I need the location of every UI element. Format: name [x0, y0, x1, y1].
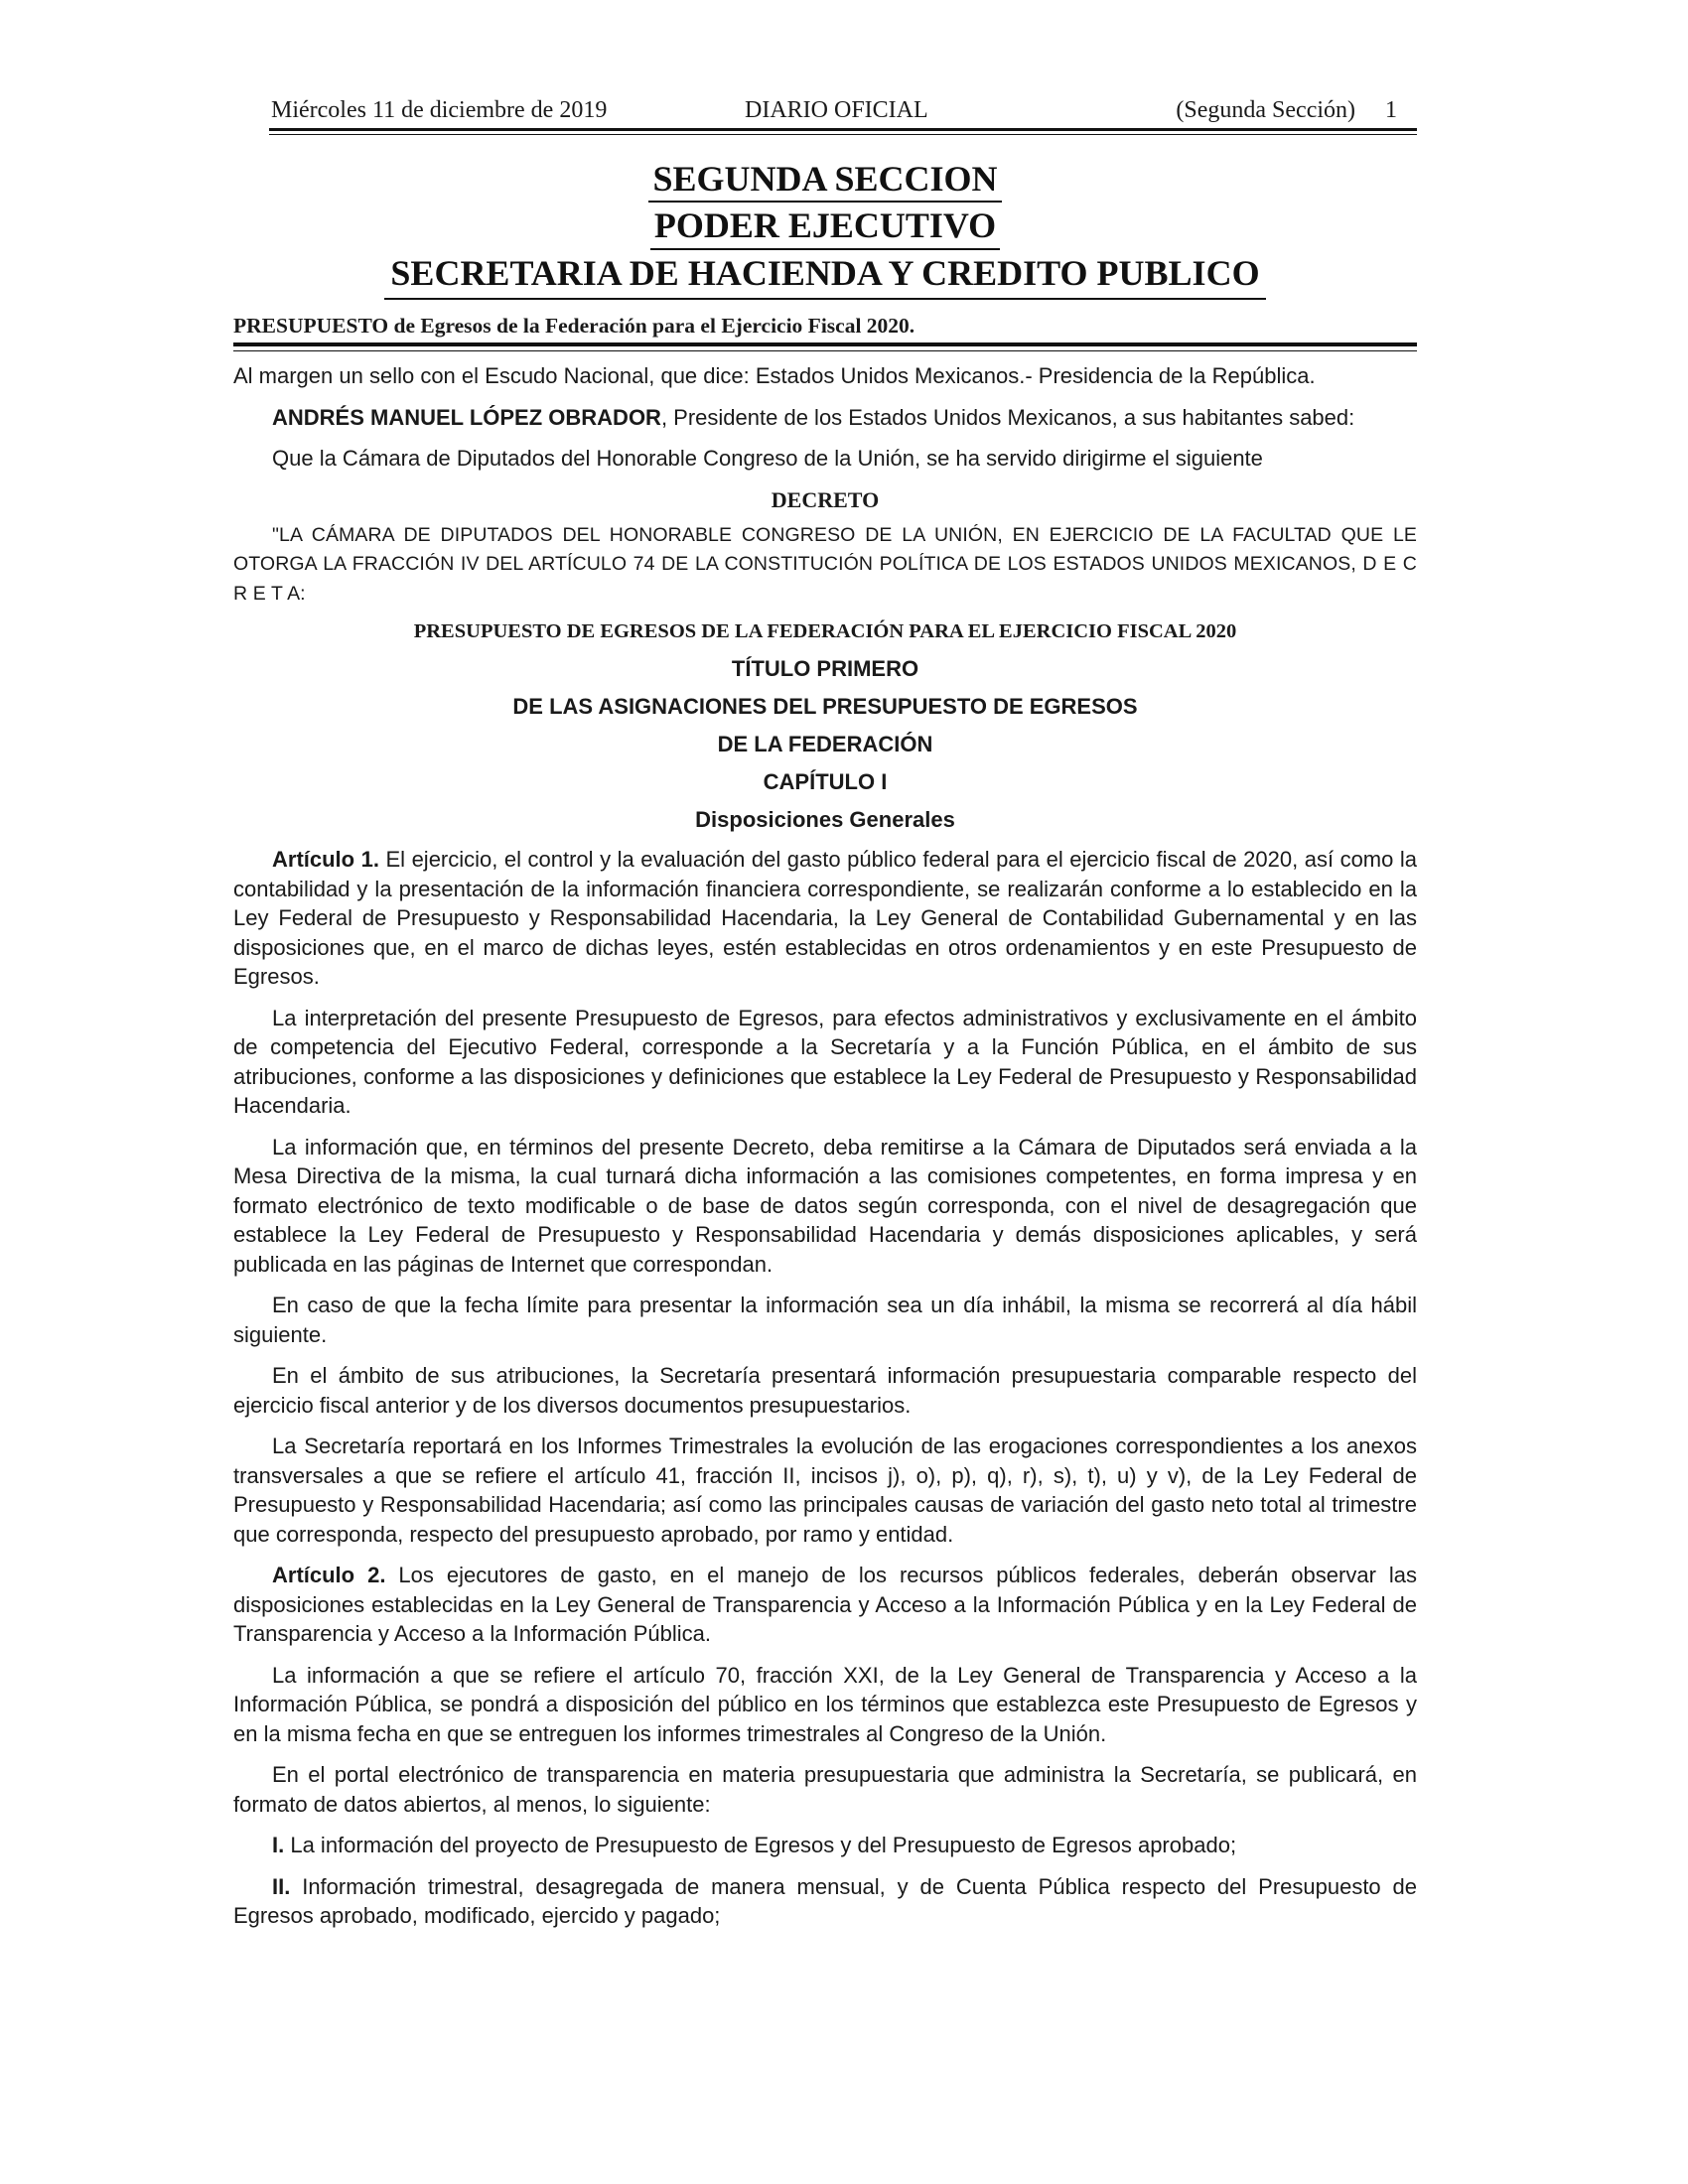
list-item-2-text: Información trimestral, desagregada de manera mensual, y de Cuenta Pública respecto del Presupuesto de Egresos aprobado, modificado, ejercido y pagado;: [233, 1873, 1417, 1928]
article-1-paragraph-5: En el ámbito de sus atribuciones, la Secretaría presentará información presupuestaria comparable respecto del ejercicio fiscal anterior y de los diversos documentos presupuestarios.: [233, 1363, 1417, 1418]
article-2-paragraph-3: En el portal electrónico de transparencia en materia presupuestaria que administra la Secretaría, se publicará, en formato de datos abiertos, al menos, lo siguiente:: [233, 1762, 1417, 1817]
document-title-bold: PRESUPUESTO: [233, 314, 389, 338]
list-item-1-label: I.: [272, 1833, 285, 1857]
document-body: [233, 361, 1417, 1931]
article-2-text: Los ejecutores de gasto, en el manejo de los recursos públicos federales, deberán observar las disposiciones establecidas en la Ley General de Transparencia y Acceso a la Información Pública y en la Ley Federal de Transparencia y Acceso a la Información Pública.: [233, 1563, 1417, 1646]
title-heading: TÍTULO PRIMERO: [731, 656, 919, 681]
article-2-paragraph-1: [233, 1561, 1417, 1649]
header-newspaper: DIARIO OFICIAL: [745, 97, 928, 123]
article-1-paragraph-1: [233, 845, 1417, 992]
chapter-name: Disposiciones Generales: [695, 807, 955, 832]
article-1-label: Artículo 1.: [272, 847, 379, 872]
president-name: ANDRÉS MANUEL LÓPEZ OBRADOR: [272, 404, 661, 430]
running-header: [233, 91, 1417, 127]
decree-preamble: "LA CÁMARA DE DIPUTADOS DEL HONORABLE CONGRESO DE LA UNIÓN, EN EJERCICIO DE LA FACULTAD QUE LE OTORGA LA FRACCIÓN IV DEL ARTÍCULO 74 DE LA CONSTITUCIÓN POLÍTICA DE LOS ESTADOS UNIDOS MEXICANOS, D E C R E T A:: [233, 523, 1417, 605]
budget-title: PRESUPUESTO DE EGRESOS DE LA FEDERACIÓN PARA EL EJERCICIO FISCAL 2020: [413, 620, 1237, 642]
chapter-heading: CAPÍTULO I: [763, 769, 888, 794]
page: [233, 91, 1417, 1943]
article-1-paragraph-3: La información que, en términos del presente Decreto, deba remitirse a la Cámara de Diputados será enviada a la Mesa Directiva de la misma, la cual turnará dicha información a las comisiones competentes, en forma impresa y en formato electrónico de texto modificable o de base de datos según corresponda, con el nivel de desagregación que establece la Ley Federal de Presupuesto y Responsabilidad Hacendaria y demás disposiciones aplicables, y será publicada en las páginas de Internet que correspondan.: [233, 1134, 1417, 1277]
power-title: [233, 203, 1417, 250]
article-2-label: Artículo 2.: [272, 1563, 386, 1587]
section-title: [233, 157, 1417, 203]
decree-label: DECRETO: [771, 486, 880, 512]
document-title-rest: de Egresos de la Federación para el Ejercicio Fiscal 2020.: [388, 314, 915, 338]
article-2-paragraph-2: La información a que se refiere el artículo 70, fracción XXI, de la Ley General de Transparencia y Acceso a la Información Pública, se pondrá a disposición del público en los términos que establezca este Presupuesto de Egresos y en la misma fecha en que se entreguen los informes trimestrales al Congreso de la Unión.: [233, 1662, 1417, 1746]
header-date: Miércoles 11 de diciembre de 2019: [271, 97, 608, 123]
list-item-2: [233, 1872, 1417, 1931]
chamber-paragraph: Que la Cámara de Diputados del Honorable Congreso de la Unión, se ha servido dirigirme el siguiente: [272, 446, 1263, 471]
president-text: , Presidente de los Estados Unidos Mexicanos, a sus habitantes sabed:: [660, 404, 1355, 430]
list-item-1: [233, 1831, 1417, 1860]
article-1-paragraph-6: La Secretaría reportará en los Informes Trimestrales la evolución de las erogaciones correspondientes a los anexos transversales a que se refiere el artículo 41, fracción II, incisos j), o), p), q), r), s), t), u) y v), de la Ley Federal de Presupuesto y Responsabilidad Hacendaria; así como las principales causas de variación del gasto neto total al trimestre que corresponda, respecto del presupuesto aprobado, por ramo y entidad.: [233, 1433, 1417, 1547]
president-paragraph: [233, 403, 1417, 433]
title-name-line-2: DE LA FEDERACIÓN: [717, 732, 933, 756]
power-title-text: PODER EJECUTIVO: [650, 203, 1000, 250]
seal-paragraph: Al margen un sello con el Escudo Nacional, que dice: Estados Unidos Mexicanos.- Presidencia de la República.: [233, 363, 1316, 388]
header-rule: [269, 128, 1417, 135]
section-title-text: SEGUNDA SECCION: [648, 157, 1001, 203]
list-item-2-label: II.: [272, 1873, 291, 1899]
article-1-text: El ejercicio, el control y la evaluación del gasto público federal para el ejercicio fiscal de 2020, así como la contabilidad y la presentación de la información financiera correspondiente, se realizarán conforme a lo establecido en la Ley Federal de Presupuesto y Responsabilidad Hacendaria, la Ley General de Contabilidad Gubernamental y en las disposiciones que, en el marco de dichas leyes, estén establecidas en otros ordenamientos y en este Presupuesto de Egresos.: [233, 847, 1417, 989]
header-section-page: (Segunda Sección) 1: [1176, 97, 1397, 123]
list-item-1-text: La información del proyecto de Presupuesto de Egresos y del Presupuesto de Egresos aprobado;: [284, 1833, 1237, 1857]
ministry-title: [233, 250, 1417, 300]
document-title: [233, 314, 1417, 342]
ministry-title-text: SECRETARIA DE HACIENDA Y CREDITO PUBLICO: [384, 250, 1265, 300]
title-name-line-1: DE LAS ASIGNACIONES DEL PRESUPUESTO DE EGRESOS: [512, 694, 1138, 719]
article-1-paragraph-2: La interpretación del presente Presupuesto de Egresos, para efectos administrativos y exclusivamente en el ámbito de competencia del Ejecutivo Federal, corresponde a la Secretaría y a la Función Pública, en el ámbito de sus atribuciones, conforme a las disposiciones y definiciones que establece la Ley Federal de Presupuesto y Responsabilidad Hacendaria.: [233, 1005, 1417, 1118]
article-1-paragraph-4: En caso de que la fecha límite para presentar la información sea un día inhábil, la misma se recorrerá al día hábil siguiente.: [233, 1293, 1417, 1347]
title-rule: [233, 342, 1417, 351]
